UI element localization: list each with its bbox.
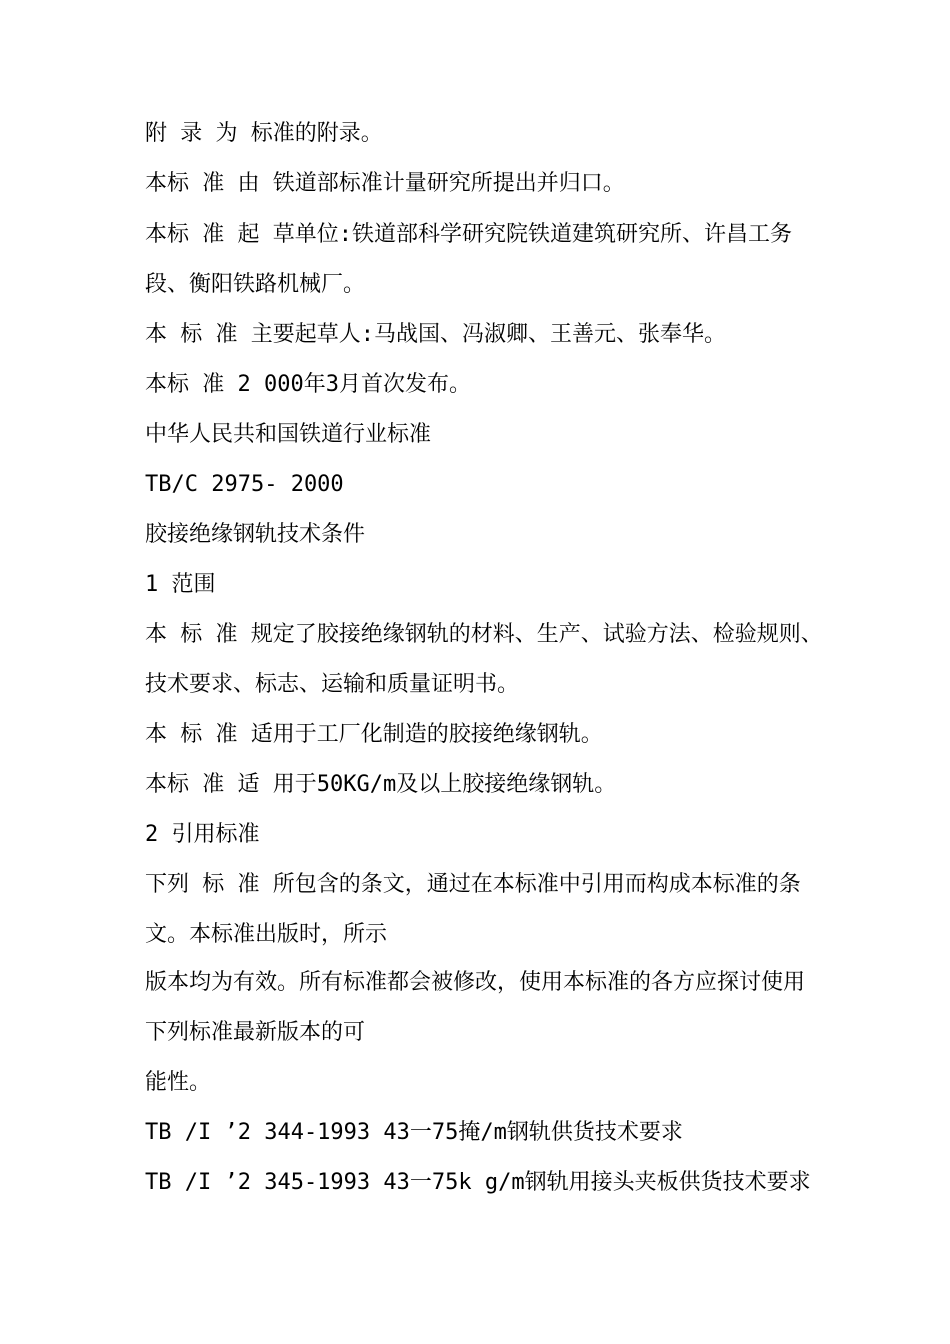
text-line-reference-tb-2344: TB /I ’2 344-1993 43一75掩/m钢轨供货技术要求 — [145, 1120, 683, 1145]
text-line-references-1-cont: 文。本标准出版时，所示 — [145, 922, 388, 947]
text-line-industry-standard: 中华人民共和国铁道行业标准 — [145, 422, 432, 447]
text-line-scope-3: 本标 准 适 用于50KG/m及以上胶接绝缘钢轨。 — [145, 772, 617, 797]
text-line-drafting-units-cont: 段、衡阳铁路机械厂。 — [145, 272, 366, 297]
text-line-first-release: 本标 准 2 000年3月首次发布。 — [145, 372, 471, 397]
text-line-scope-1-cont: 技术要求、标志、运输和质量证明书。 — [145, 672, 520, 697]
section-heading-scope: 1 范围 — [145, 572, 216, 597]
text-line-scope-1: 本 标 准 规定了胶接绝缘钢轨的材料、生产、试验方法、检验规则、 — [145, 622, 823, 647]
text-line-main-drafters: 本 标 准 主要起草人:马战国、冯淑卿、王善元、张奉华。 — [145, 322, 726, 347]
text-line-references-3: 能性。 — [145, 1070, 212, 1095]
text-line-references-2-cont: 下列标准最新版本的可 — [145, 1020, 366, 1045]
text-line-references-2: 版本均为有效。所有标准都会被修改，使用本标准的各方应探讨使用 — [145, 970, 806, 995]
text-line-standard-number: TB/C 2975- 2000 — [145, 472, 344, 497]
text-line-appendix: 附 录 为 标准的附录。 — [145, 121, 383, 146]
text-line-references-1: 下列 标 准 所包含的条文，通过在本标准中引用而构成本标准的条 — [145, 872, 801, 897]
text-line-drafting-units: 本标 准 起 草单位:铁道部科学研究院铁道建筑研究所、许昌工务 — [145, 222, 792, 247]
text-line-proposer: 本标 准 由 铁道部标准计量研究所提出并归口。 — [145, 171, 625, 196]
section-heading-references: 2 引用标准 — [145, 822, 260, 847]
text-line-reference-tb-2345: TB /I ’2 345-1993 43一75k g/m钢轨用接头夹板供货技术要求 — [145, 1170, 811, 1195]
text-line-scope-2: 本 标 准 适用于工厂化制造的胶接绝缘钢轨。 — [145, 722, 603, 747]
text-line-standard-title: 胶接绝缘钢轨技术条件 — [145, 522, 366, 547]
